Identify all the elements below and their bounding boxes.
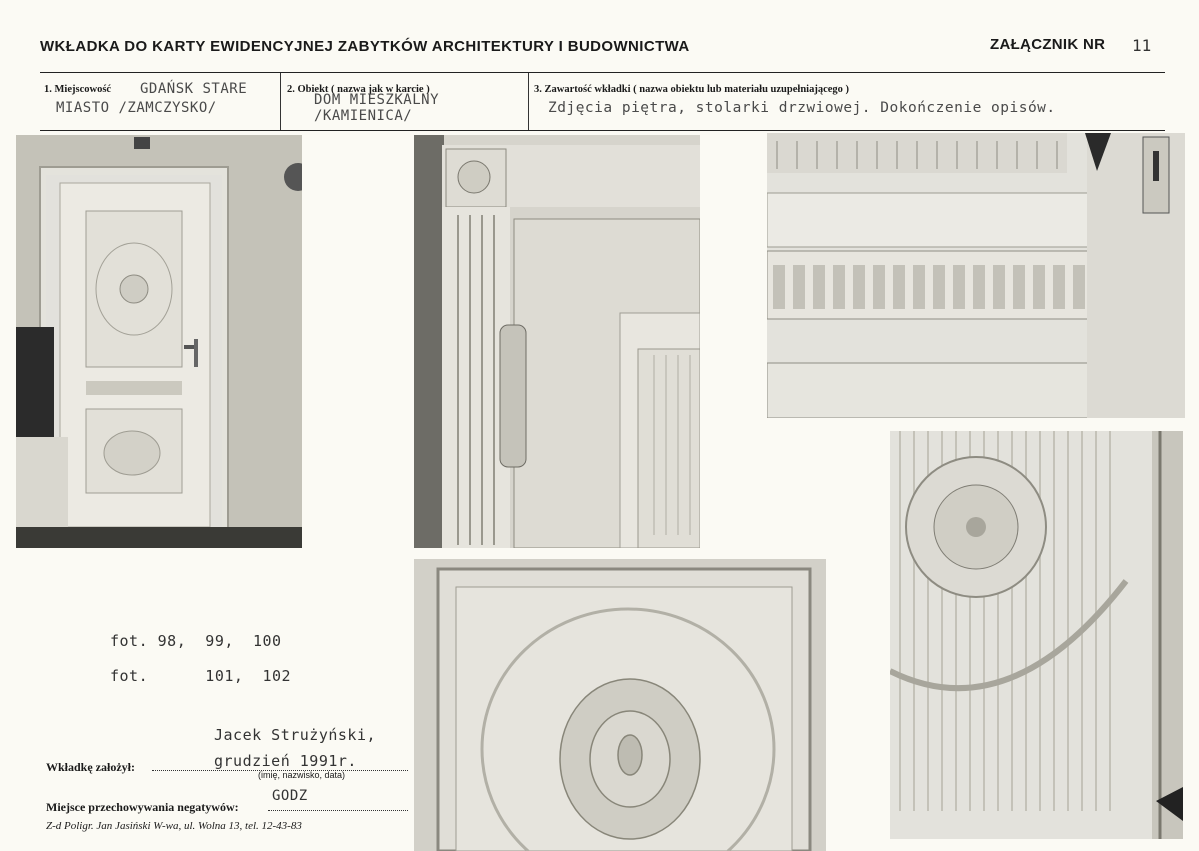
photo-rosette-fluted (890, 431, 1183, 839)
negatives-dotted-line (268, 810, 408, 811)
author-label: Wkładkę założył: (46, 760, 135, 774)
field-object-label: 2. Obiekt ( nazwa jak w karcie ) (287, 84, 430, 95)
photo-door-room (16, 135, 302, 548)
photo-ref-line-1: fot. 98, 99, 100 (110, 632, 282, 650)
field-location-label: 1. Miejscowość (44, 84, 112, 95)
field-object-value-1: DOM MIESZKALNY (314, 92, 440, 108)
photo-frieze-detail (767, 133, 1185, 418)
author-name: Jacek Strużyński, (214, 726, 377, 744)
header-rule-top (40, 72, 1165, 73)
author-date: grudzień 1991r. (214, 752, 357, 770)
form-title: WKŁADKA DO KARTY EWIDENCYJNEJ ZABYTKÓW ARCHITEKTURY I BUDOWNICTWA (40, 38, 690, 55)
annex-number: 11 (1132, 36, 1152, 55)
author-hint: (imię, nazwisko, data) (258, 770, 346, 780)
field-location-value-2: MIASTO /ZAMCZYSKO/ (56, 100, 217, 116)
header-rule-bottom (40, 130, 1165, 131)
annex-label: ZAŁĄCZNIK NR (990, 36, 1106, 53)
field-location-value-1: GDAŃSK STARE (140, 81, 248, 97)
photo-ref-line-2: fot. 101, 102 (110, 667, 292, 685)
field-object-value-2: /KAMIENICA/ (314, 108, 413, 124)
photo-door-frame-hinge (414, 135, 700, 548)
field-content-label: 3. Zawartość wkładki ( nazwa obiektu lub materiału uzupełniającego ) (534, 84, 850, 95)
printer-imprint: Z-d Poligr. Jan Jasiński W-wa, ul. Wolna 13, tel. 12-43-83 (46, 820, 302, 832)
photo-rosette-panel (414, 559, 826, 851)
negatives-label: Miejsce przechowywania negatywów: (46, 800, 239, 814)
negatives-value: GODZ (272, 788, 308, 804)
field-divider-1 (280, 73, 281, 130)
field-content-value: Zdjęcia piętra, stolarki drzwiowej. Dokończenie opisów. (548, 100, 1056, 116)
field-divider-2 (528, 73, 529, 130)
